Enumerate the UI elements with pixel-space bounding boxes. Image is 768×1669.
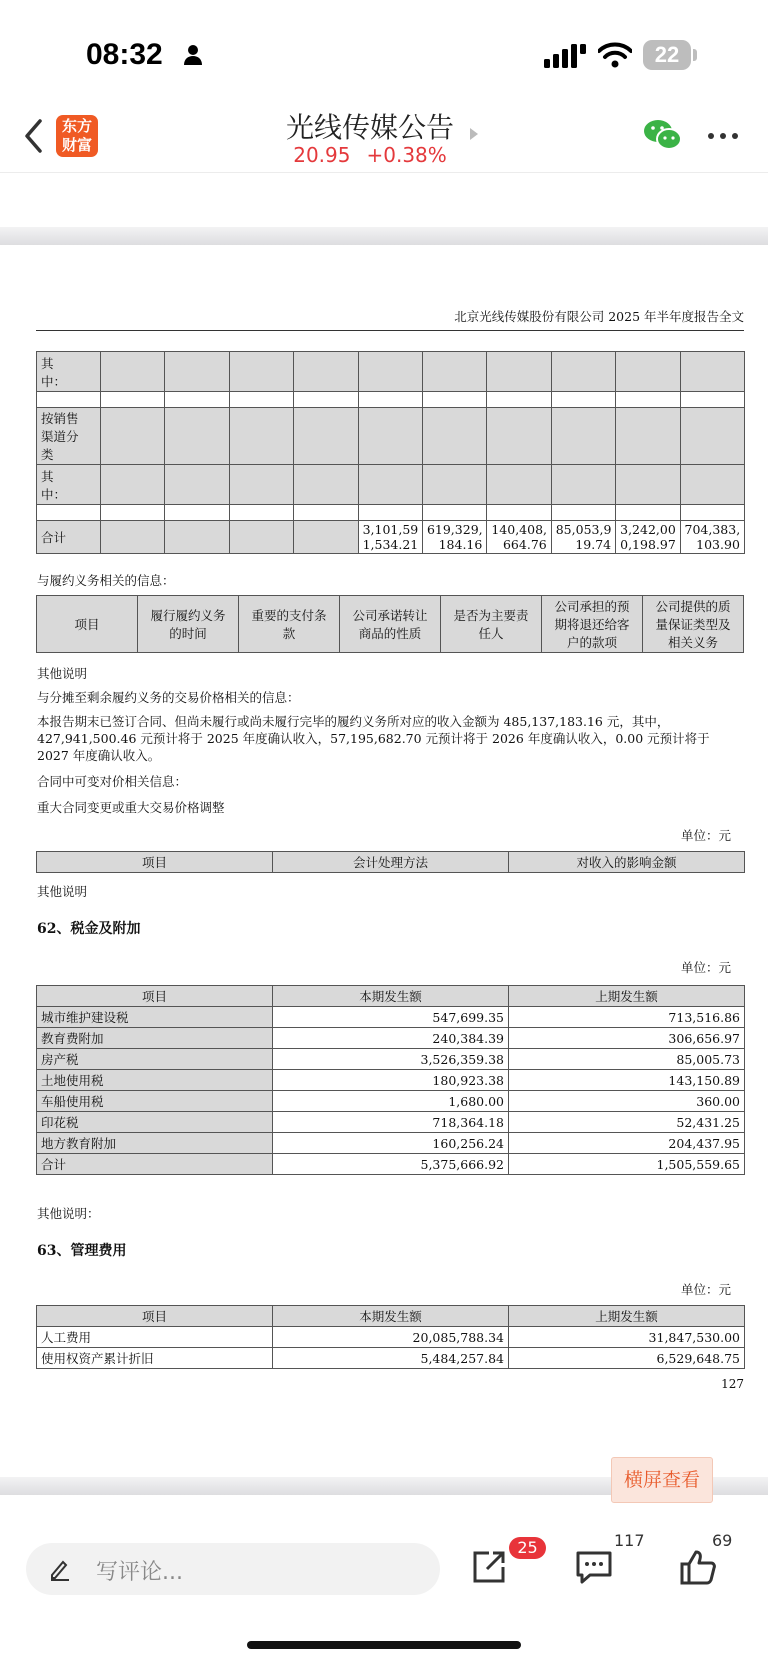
table-row: [37, 1348, 745, 1369]
table-cell: [616, 352, 680, 392]
row-label: 其 中：: [37, 352, 101, 392]
table-row: [37, 392, 745, 408]
obligation-title: 与履约义务相关的信息：: [37, 573, 175, 588]
current-period-value: 547,699.35: [273, 1007, 509, 1028]
table-cell: [165, 505, 229, 521]
page-title[interactable]: 光线传媒公告: [285, 111, 454, 144]
table-cell: 619,329, 184.16: [422, 521, 486, 554]
row-label: 房产税: [37, 1049, 273, 1070]
table-cell: 140,408, 664.76: [487, 521, 551, 554]
share-badge: 25: [509, 1537, 546, 1559]
prior-period-value: 306,656.97: [509, 1028, 745, 1049]
table-cell: [616, 465, 680, 505]
table-cell: [294, 505, 358, 521]
table-cell: [487, 352, 551, 392]
table-cell: [229, 408, 293, 465]
home-indicator: [247, 1641, 521, 1649]
column-header: 项目: [37, 1306, 273, 1327]
table-cell: [551, 465, 615, 505]
landscape-view-button[interactable]: 横屏查看: [611, 1457, 713, 1503]
table-cell: [680, 408, 744, 465]
admin-expense-table: [36, 1305, 745, 1369]
table-cell: [422, 465, 486, 505]
contract-change-table: [36, 851, 745, 873]
table-cell: [487, 465, 551, 505]
signal-icon: [544, 44, 588, 68]
comment-input[interactable]: [26, 1543, 440, 1595]
tax-surcharge-table: [36, 985, 745, 1175]
table-cell: [422, 505, 486, 521]
table-row: [37, 1028, 745, 1049]
eastmoney-logo[interactable]: [56, 115, 98, 157]
prior-period-value: 52,431.25: [509, 1112, 745, 1133]
table-row: [37, 1049, 745, 1070]
table-cell: [680, 392, 744, 408]
current-period-value: 1,680.00: [273, 1091, 509, 1112]
prior-period-value: 6,529,648.75: [509, 1348, 745, 1369]
battery-indicator: 22: [643, 40, 691, 70]
wechat-icon[interactable]: [643, 118, 683, 152]
stock-quote[interactable]: [200, 143, 540, 167]
table-cell: [616, 505, 680, 521]
table-cell: [229, 465, 293, 505]
prior-period-value: 1,505,559.65: [509, 1154, 745, 1175]
table-cell: [680, 465, 744, 505]
table-cell: [487, 408, 551, 465]
row-label: 车船使用税: [37, 1091, 273, 1112]
page-separator-top: [0, 227, 768, 245]
share-icon[interactable]: [469, 1547, 509, 1587]
column-header: 公司提供的质 量保证类型及 相关义务: [643, 596, 744, 653]
column-header: 项目: [37, 986, 273, 1007]
current-period-value: 5,484,257.84: [273, 1348, 509, 1369]
prior-period-value: 85,005.73: [509, 1049, 745, 1070]
table-cell: [101, 521, 165, 554]
comment-placeholder: 写评论...: [96, 1560, 183, 1585]
table-cell: [551, 392, 615, 408]
table-cell: [358, 352, 422, 392]
row-label: 土地使用税: [37, 1070, 273, 1091]
table-cell: [165, 392, 229, 408]
prior-period-value: 360.00: [509, 1091, 745, 1112]
comment-count: 117: [614, 1531, 645, 1550]
row-label: [37, 505, 101, 521]
table-cell: [294, 352, 358, 392]
table-cell: [358, 408, 422, 465]
table-cell: 3,242,00 0,198.97: [616, 521, 680, 554]
row-label: 其 中：: [37, 465, 101, 505]
column-header: 本期发生额: [273, 1306, 509, 1327]
column-header: 上期发生额: [509, 986, 745, 1007]
table-cell: [229, 392, 293, 408]
row-label: 印花税: [37, 1112, 273, 1133]
logo-line-2: 财富: [61, 136, 92, 154]
table-cell: [551, 352, 615, 392]
status-time: 08:32: [86, 38, 163, 71]
allocation-text: 本报告期末已签订合同、但尚未履行或尚未履行完毕的履约义务所对应的收入金额为 485,137,183.16 元，其中，427,941,500.46 元预计将于 2025 年度确认收入，57,195,682.70 元预计将于 2026 年度确认收入，0.00 元预计将于 2027 年度确认收入。: [37, 714, 710, 763]
other-note-3: 其他说明：: [37, 1206, 100, 1221]
stock-price: 20.95: [293, 143, 351, 167]
table-cell: [294, 408, 358, 465]
table-row: [37, 1154, 745, 1175]
major-change-title: 重大合同变更或重大交易价格调整: [37, 800, 225, 815]
nav-bar: [0, 100, 768, 173]
table-cell: [165, 352, 229, 392]
row-label: 地方教育附加: [37, 1133, 273, 1154]
table-cell: [101, 465, 165, 505]
table-cell: [358, 465, 422, 505]
wifi-icon: [598, 42, 632, 68]
table-cell: [165, 465, 229, 505]
comment-icon[interactable]: [574, 1547, 614, 1587]
table-cell: [551, 408, 615, 465]
variable-title: 合同中可变对价相关信息：: [37, 774, 188, 789]
table-cell: [294, 521, 358, 554]
logo-line-1: 东方: [61, 117, 92, 135]
table-cell: [165, 521, 229, 554]
document-page: [0, 247, 768, 1477]
table-row: [37, 1327, 745, 1348]
table-row: [37, 521, 745, 554]
table-row: [37, 1133, 745, 1154]
more-icon[interactable]: [706, 126, 740, 146]
column-header: 对收入的影响金额: [509, 852, 745, 873]
column-header: 上期发生额: [509, 1306, 745, 1327]
performance-obligation-table: [36, 595, 744, 653]
table-cell: [422, 408, 486, 465]
table-cell: 85,053,9 19.74: [551, 521, 615, 554]
table-cell: [229, 505, 293, 521]
table-cell: [101, 408, 165, 465]
table-cell: [487, 392, 551, 408]
other-note-2: 其他说明: [37, 884, 88, 899]
current-period-value: 3,526,359.38: [273, 1049, 509, 1070]
table-row: [37, 1070, 745, 1091]
table-cell: [551, 505, 615, 521]
column-header: 重要的支付条 款: [239, 596, 340, 653]
column-header: 公司承担的预 期将退还给客 户的款项: [542, 596, 643, 653]
unit-label-1: 单位：元: [680, 828, 731, 843]
table-cell: [229, 521, 293, 554]
like-icon[interactable]: [678, 1547, 718, 1587]
row-label: 合计: [37, 1154, 273, 1175]
prior-period-value: 713,516.86: [509, 1007, 745, 1028]
battery-tip: [693, 49, 697, 61]
other-note-1: 其他说明: [37, 666, 88, 681]
row-label: 使用权资产累计折旧: [37, 1348, 273, 1369]
table-cell: [165, 408, 229, 465]
unit-label-3: 单位：元: [680, 1282, 731, 1297]
table-row: [37, 505, 745, 521]
column-header: 是否为主要责 任人: [441, 596, 542, 653]
table-row: [37, 465, 745, 505]
back-arrow-icon[interactable]: [22, 118, 44, 154]
table-row: [37, 408, 745, 465]
status-bar: [0, 0, 768, 100]
table-cell: [422, 392, 486, 408]
row-label: 教育费附加: [37, 1028, 273, 1049]
column-header: 项目: [37, 852, 273, 873]
prior-period-value: 143,150.89: [509, 1070, 745, 1091]
table-cell: [422, 352, 486, 392]
current-period-value: 20,085,788.34: [273, 1327, 509, 1348]
page-number: 127: [721, 1377, 744, 1391]
table-cell: [101, 392, 165, 408]
row-label: 城市维护建设税: [37, 1007, 273, 1028]
current-period-value: 5,375,666.92: [273, 1154, 509, 1175]
table-cell: 3,101,59 1,534.21: [358, 521, 422, 554]
row-label: 人工费用: [37, 1327, 273, 1348]
table-cell: [229, 352, 293, 392]
current-period-value: 180,923.38: [273, 1070, 509, 1091]
table-row: [37, 352, 745, 392]
prior-period-value: 31,847,530.00: [509, 1327, 745, 1348]
current-period-value: 240,384.39: [273, 1028, 509, 1049]
unit-label-2: 单位：元: [680, 960, 731, 975]
pencil-icon: [48, 1557, 72, 1581]
revenue-breakdown-table: [36, 351, 745, 554]
column-header: 本期发生额: [273, 986, 509, 1007]
table-cell: [294, 465, 358, 505]
chevron-right-icon: [470, 128, 478, 140]
column-header: 公司承诺转让 商品的性质: [340, 596, 441, 653]
table-cell: [487, 505, 551, 521]
table-cell: 704,383, 103.90: [680, 521, 744, 554]
document-header: 北京光线传媒股份有限公司 2025 年半年度报告全文: [36, 307, 744, 331]
row-label: [37, 392, 101, 408]
section-62-title: 62、税金及附加: [37, 921, 141, 937]
prior-period-value: 204,437.95: [509, 1133, 745, 1154]
current-period-value: 718,364.18: [273, 1112, 509, 1133]
row-label: 合计: [37, 521, 101, 554]
person-icon: [183, 44, 203, 66]
table-cell: [680, 352, 744, 392]
like-count: 69: [712, 1531, 733, 1550]
table-cell: [294, 392, 358, 408]
table-cell: [680, 505, 744, 521]
column-header: 会计处理方法: [273, 852, 509, 873]
allocation-title: 与分摊至剩余履约义务的交易价格相关的信息：: [37, 690, 300, 705]
section-63-title: 63、管理费用: [37, 1243, 127, 1259]
table-row: [37, 1112, 745, 1133]
stock-change: +0.38%: [366, 143, 447, 167]
table-cell: [358, 505, 422, 521]
row-label: 按销售 渠道分 类: [37, 408, 101, 465]
table-cell: [101, 505, 165, 521]
table-cell: [101, 352, 165, 392]
current-period-value: 160,256.24: [273, 1133, 509, 1154]
column-header: 履行履约义务 的时间: [138, 596, 239, 653]
table-cell: [616, 408, 680, 465]
table-cell: [358, 392, 422, 408]
column-header: 项目: [37, 596, 138, 653]
table-row: [37, 1007, 745, 1028]
table-row: [37, 1091, 745, 1112]
table-cell: [616, 392, 680, 408]
